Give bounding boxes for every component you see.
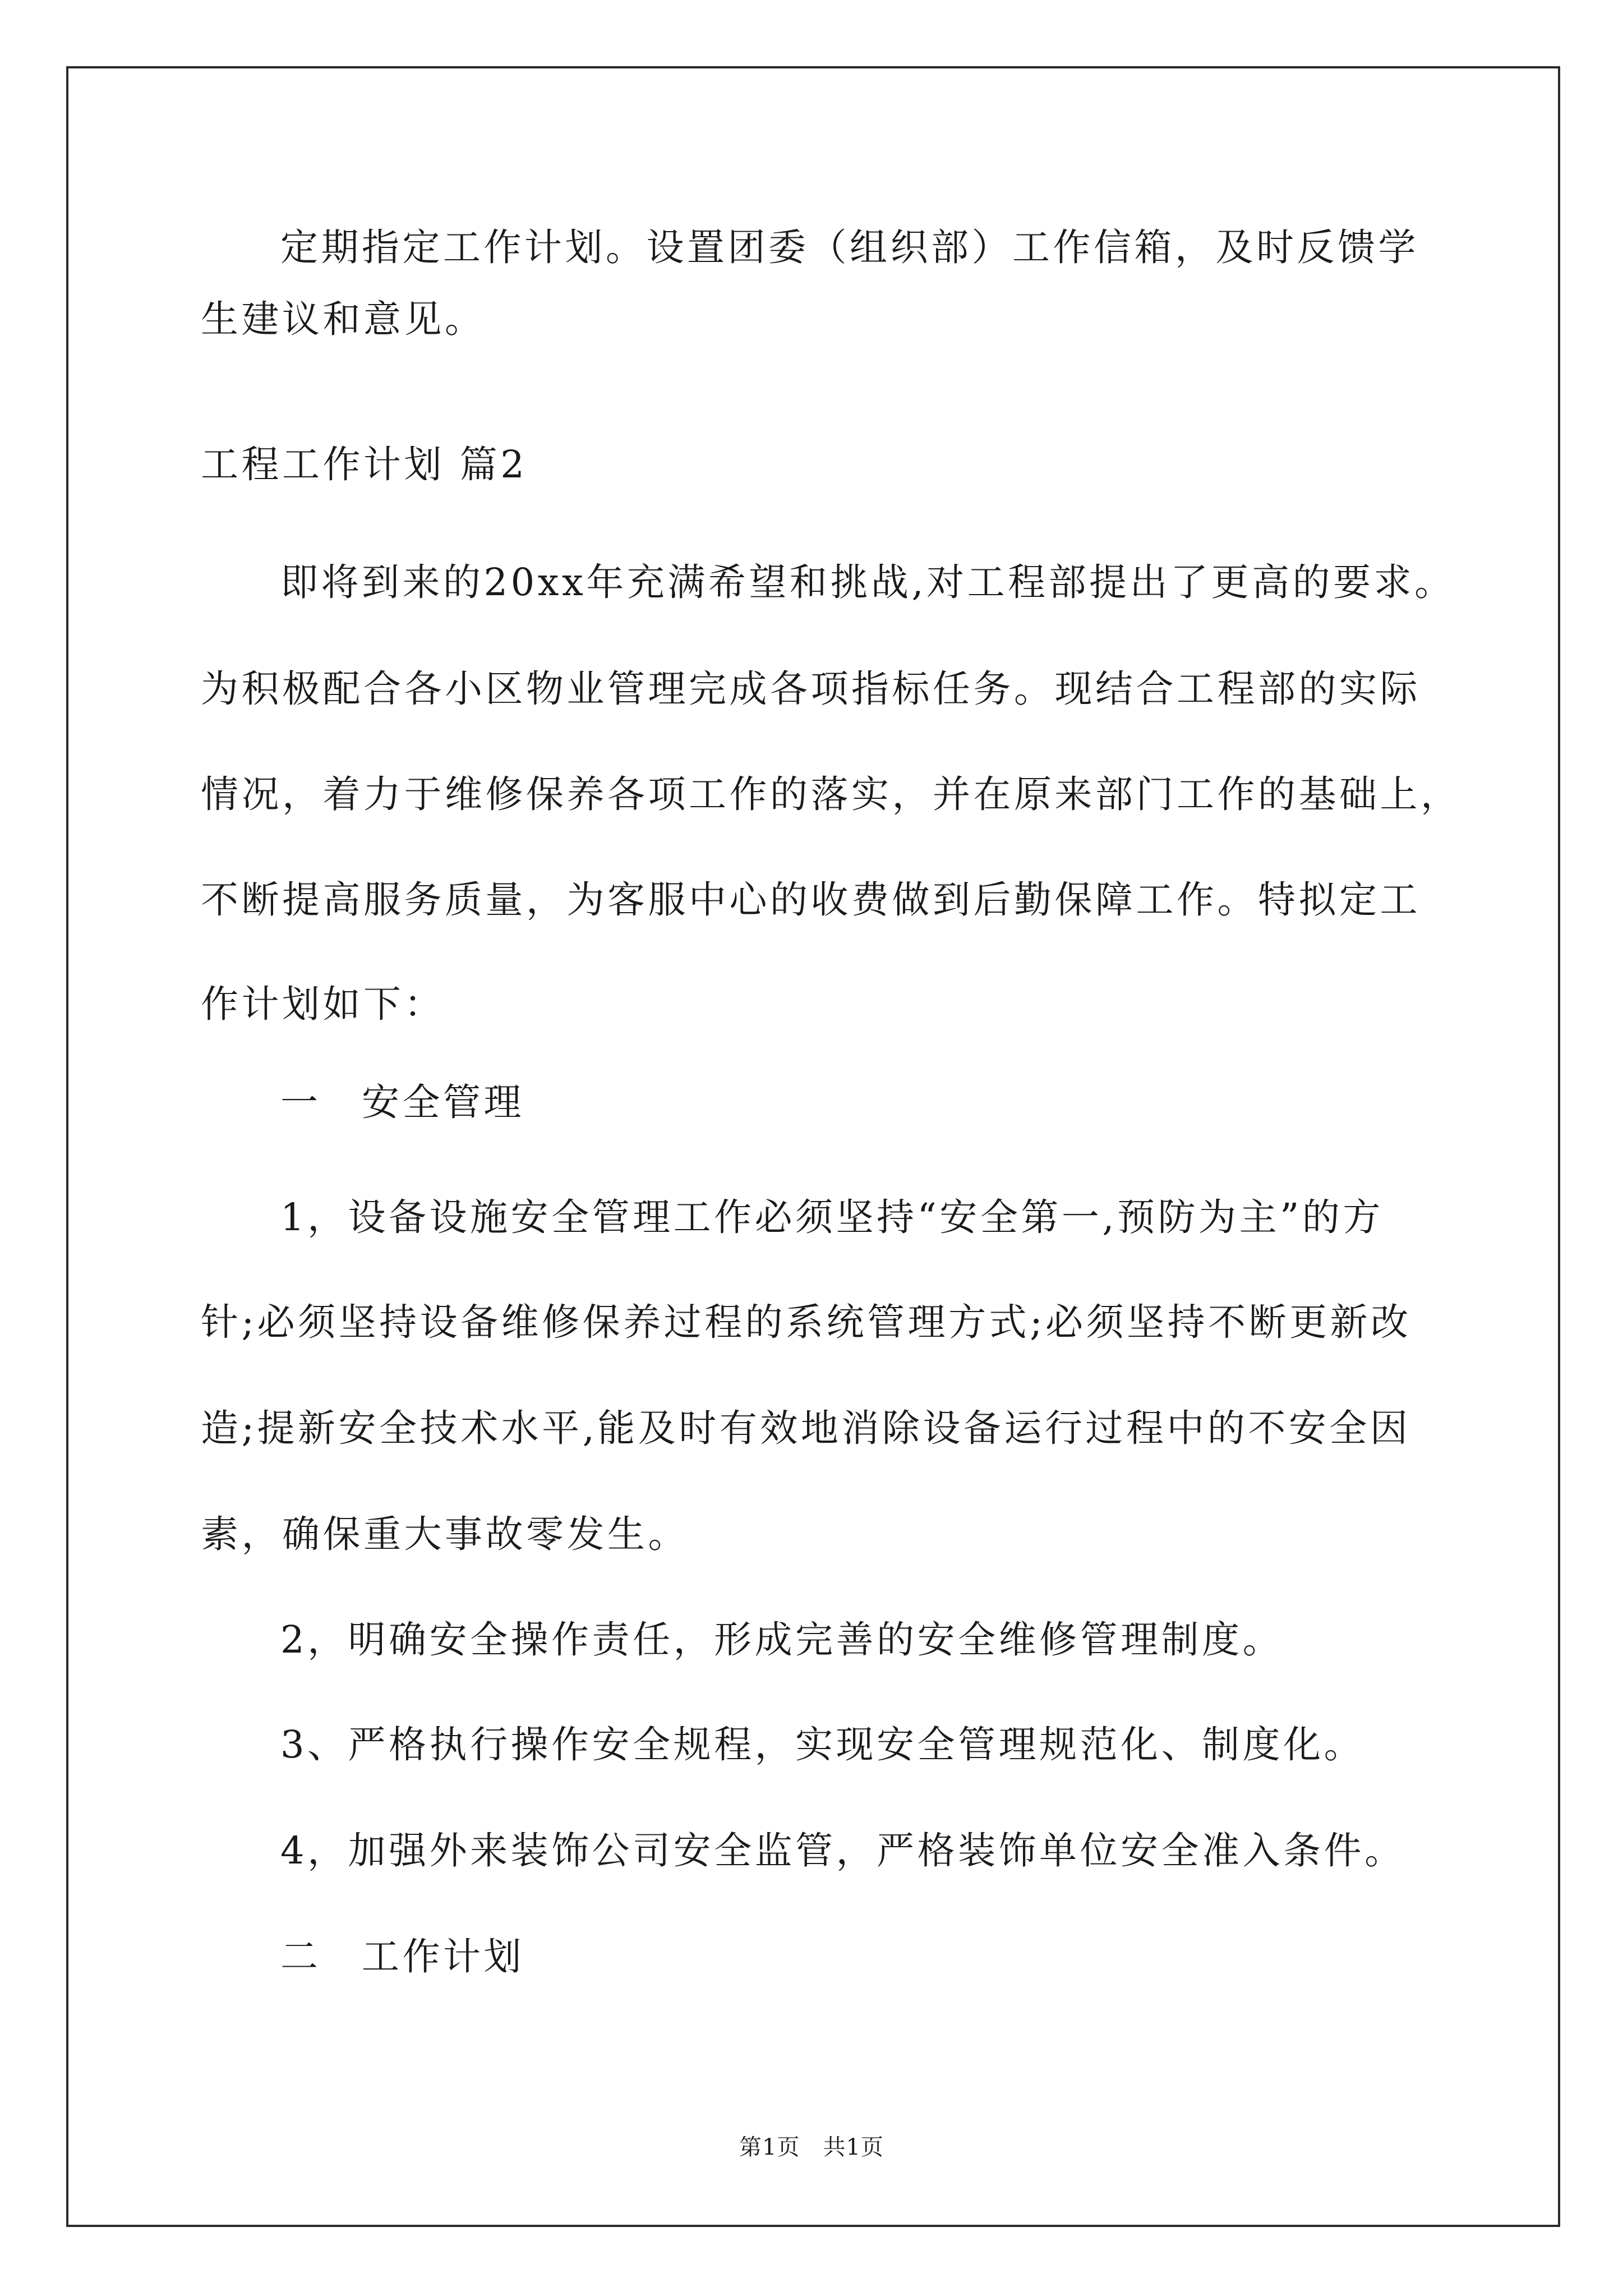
section-heading: 二 工作计划 <box>280 1935 524 1978</box>
paragraph-line: 不断提高服务质量，为客服中心的收费做到后勤保障工作。特拟定工 <box>201 878 1421 922</box>
section-title: 工程工作计划 篇2 <box>201 443 528 486</box>
page-number-footer: 第1页 共1页 <box>739 2134 884 2160</box>
paragraph-line: 定期指定工作计划。设置团委（组织部）工作信箱，及时反馈学 <box>280 226 1419 269</box>
section-heading: 一 安全管理 <box>280 1080 524 1124</box>
list-item-line: 1，设备设施安全管理工作必须坚持“安全第一,预防为主”的方 <box>280 1195 1384 1239</box>
list-item: 2，明确安全操作责任，形成完善的安全维修管理制度。 <box>280 1618 1284 1662</box>
list-item: 4，加强外来装饰公司安全监管，严格装饰单位安全准入条件。 <box>280 1829 1405 1872</box>
list-item-line: 针;必须坚持设备维修保养过程的系统管理方式;必须坚持不断更新改 <box>201 1300 1412 1344</box>
list-item-line: 素，确保重大事故零发生。 <box>201 1512 689 1556</box>
list-item-line: 造;提新安全技术水平,能及时有效地消除设备运行过程中的不安全因 <box>201 1406 1411 1450</box>
list-item: 3、严格执行操作安全规程，实现安全管理规范化、制度化。 <box>280 1723 1365 1766</box>
page-border <box>66 66 1560 2227</box>
paragraph-line: 生建议和意见。 <box>201 297 486 341</box>
paragraph-line: 作计划如下： <box>201 982 445 1026</box>
paragraph-line: 即将到来的20xx年充满希望和挑战,对工程部提出了更高的要求。 <box>280 560 1455 604</box>
paragraph-line: 为积极配合各小区物业管理完成各项指标任务。现结合工程部的实际 <box>201 667 1421 711</box>
paragraph-line: 情况，着力于维修保养各项工作的落实，并在原来部门工作的基础上， <box>201 772 1461 816</box>
